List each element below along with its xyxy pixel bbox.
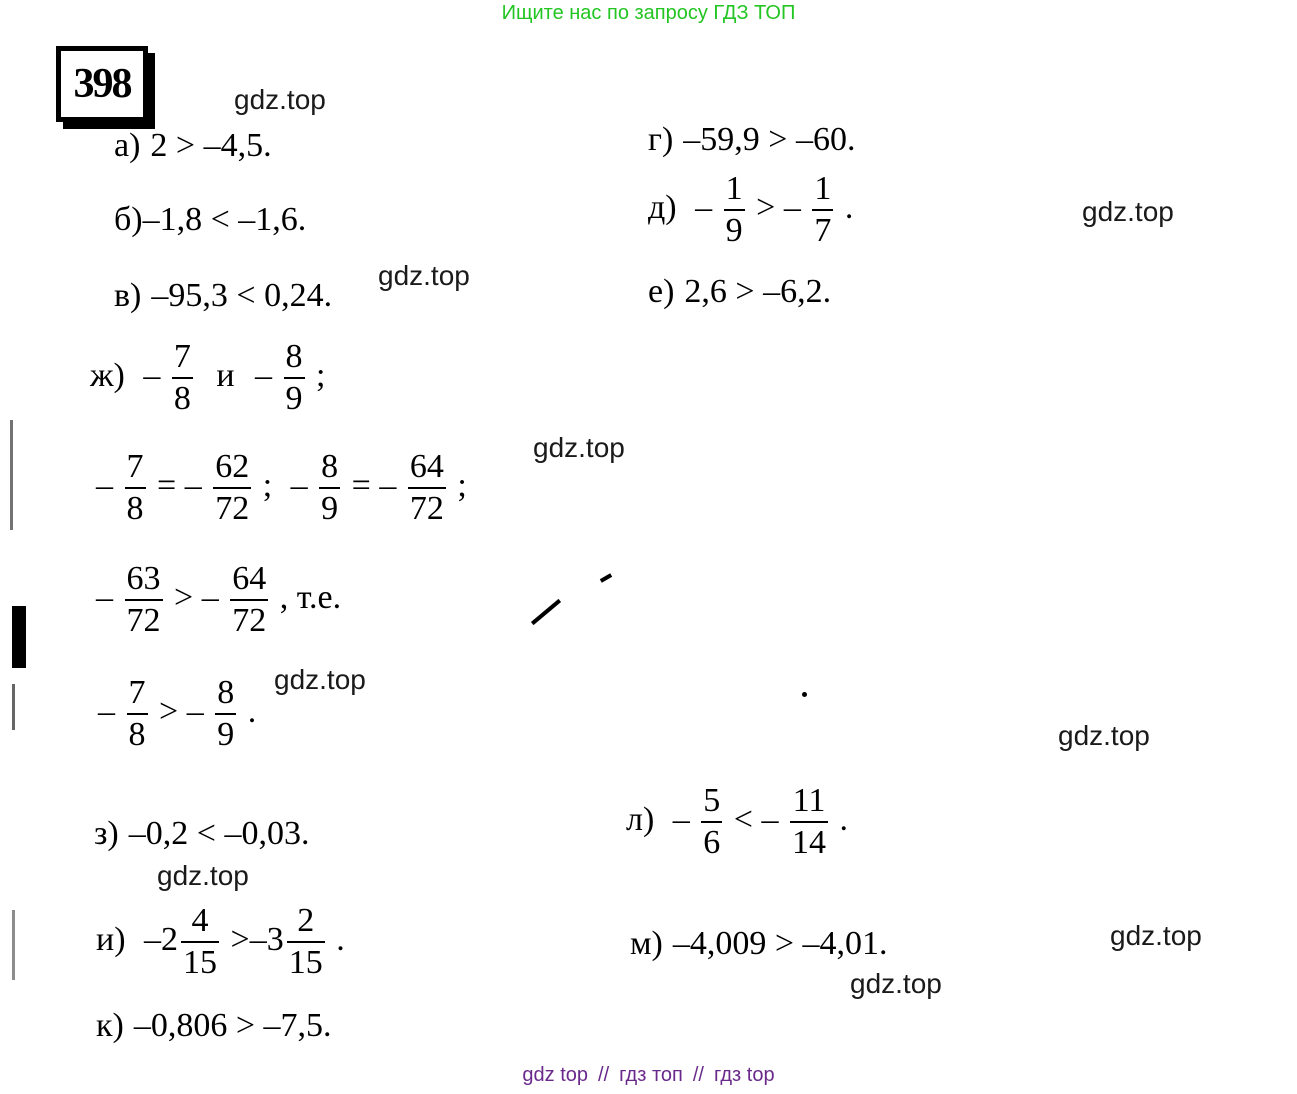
fraction bbox=[125, 450, 146, 526]
minus-sign: – bbox=[379, 466, 397, 504]
item-a bbox=[114, 126, 272, 166]
item-l bbox=[626, 784, 848, 860]
fraction bbox=[172, 340, 193, 416]
numerator: 5 bbox=[701, 784, 722, 823]
item-g bbox=[648, 120, 855, 160]
denominator: 14 bbox=[791, 824, 826, 861]
item-text: –0,806 > –7,5. bbox=[133, 1007, 332, 1044]
denominator: 15 bbox=[183, 944, 218, 981]
footer-link[interactable]: gdz top bbox=[522, 1064, 589, 1086]
denominator: 7 bbox=[814, 212, 832, 249]
fraction bbox=[408, 450, 446, 526]
fraction bbox=[284, 340, 305, 416]
watermark: gdz.top bbox=[1082, 196, 1174, 227]
numerator: 1 bbox=[812, 172, 833, 211]
numerator: 7 bbox=[127, 676, 148, 715]
minus-sign: – bbox=[695, 188, 713, 226]
whole-part: 2 bbox=[161, 920, 179, 958]
minus-sign: – bbox=[761, 800, 779, 838]
fraction bbox=[812, 172, 833, 248]
scan-artifact bbox=[12, 606, 26, 668]
denominator: 72 bbox=[126, 602, 161, 639]
item-label: б) bbox=[114, 201, 143, 238]
scan-artifact bbox=[12, 910, 15, 980]
search-banner: Ищите нас по запросу ГДЗ ТОП bbox=[501, 2, 796, 24]
numerator: 8 bbox=[215, 676, 236, 715]
item-m bbox=[630, 924, 888, 964]
numerator: 11 bbox=[790, 784, 828, 823]
numerator: 64 bbox=[408, 450, 446, 489]
operator: = bbox=[351, 466, 371, 504]
numerator: 64 bbox=[230, 562, 268, 601]
denominator: 72 bbox=[409, 490, 444, 527]
item-label: д) bbox=[648, 188, 677, 226]
item-e bbox=[648, 272, 831, 312]
item-label: к) bbox=[96, 1007, 124, 1044]
footer-link[interactable]: гдз топ bbox=[619, 1064, 683, 1086]
fraction bbox=[724, 172, 745, 248]
footer-link[interactable]: гдз top bbox=[713, 1064, 775, 1086]
watermark: gdz.top bbox=[234, 84, 326, 115]
fraction bbox=[701, 784, 722, 860]
punctuation: . bbox=[844, 188, 854, 226]
item-label: в) bbox=[114, 277, 142, 314]
item-z bbox=[94, 814, 309, 854]
item-label: а) bbox=[114, 127, 141, 164]
conjunction: и bbox=[216, 356, 235, 394]
minus-sign: – bbox=[184, 466, 202, 504]
operator: = bbox=[157, 466, 177, 504]
item-i bbox=[96, 904, 345, 980]
minus-sign: – bbox=[249, 920, 267, 958]
denominator: 15 bbox=[288, 944, 323, 981]
scan-artifact bbox=[600, 573, 612, 582]
denominator: 72 bbox=[215, 490, 250, 527]
minus-sign: – bbox=[144, 920, 162, 958]
numerator: 8 bbox=[319, 450, 340, 489]
minus-sign: – bbox=[143, 356, 161, 394]
item-zh-line1 bbox=[90, 340, 325, 416]
denominator: 9 bbox=[217, 716, 235, 753]
item-zh-line4 bbox=[98, 676, 256, 752]
item-b bbox=[114, 200, 306, 240]
numerator: 7 bbox=[172, 340, 193, 379]
item-zh-line3 bbox=[96, 562, 341, 638]
numerator: 4 bbox=[181, 904, 219, 943]
footer-separator: // bbox=[692, 1064, 704, 1086]
denominator: 6 bbox=[703, 824, 721, 861]
watermark: gdz.top bbox=[533, 432, 625, 463]
punctuation: ; bbox=[262, 466, 273, 504]
numerator: 8 bbox=[284, 340, 305, 379]
item-label: л) bbox=[626, 800, 655, 838]
punctuation: . bbox=[839, 800, 848, 838]
item-k bbox=[96, 1006, 332, 1046]
item-label: м) bbox=[630, 925, 663, 962]
operator: > bbox=[230, 920, 250, 958]
scan-artifact bbox=[531, 599, 561, 625]
watermark: gdz.top bbox=[1058, 720, 1150, 751]
numerator: 63 bbox=[125, 562, 163, 601]
item-text: –4,009 > –4,01. bbox=[672, 925, 888, 962]
fraction bbox=[287, 904, 325, 980]
denominator: 8 bbox=[128, 716, 146, 753]
fraction bbox=[790, 784, 828, 860]
operator: > bbox=[174, 578, 194, 616]
numerator: 1 bbox=[724, 172, 745, 211]
fraction bbox=[319, 450, 340, 526]
scan-artifact bbox=[802, 692, 807, 697]
item-label: и) bbox=[96, 920, 126, 958]
numerator: 2 bbox=[287, 904, 325, 943]
item-d bbox=[648, 172, 853, 248]
minus-sign: – bbox=[783, 188, 801, 226]
item-label: е) bbox=[648, 273, 675, 310]
minus-sign: – bbox=[672, 800, 690, 838]
item-text: 2,6 > –6,2. bbox=[684, 273, 832, 310]
minus-sign: – bbox=[98, 692, 115, 730]
denominator: 8 bbox=[173, 380, 191, 417]
fraction bbox=[213, 450, 251, 526]
item-text: –1,8 < –1,6. bbox=[142, 201, 307, 238]
punctuation: ; bbox=[457, 466, 467, 504]
punctuation: , т.е. bbox=[279, 578, 342, 616]
punctuation: . bbox=[336, 920, 345, 958]
watermark: gdz.top bbox=[274, 664, 366, 695]
denominator: 9 bbox=[725, 212, 743, 249]
numerator: 62 bbox=[213, 450, 251, 489]
numerator: 7 bbox=[125, 450, 146, 489]
scan-artifact bbox=[12, 684, 15, 730]
fraction bbox=[125, 562, 163, 638]
denominator: 8 bbox=[126, 490, 144, 527]
minus-sign: – bbox=[96, 466, 113, 504]
item-v bbox=[114, 276, 332, 316]
item-text: –95,3 < 0,24. bbox=[151, 277, 333, 314]
operator: < bbox=[733, 800, 753, 838]
denominator: 9 bbox=[321, 490, 339, 527]
watermark: gdz.top bbox=[378, 260, 470, 291]
denominator: 9 bbox=[285, 380, 303, 417]
scan-artifact bbox=[10, 420, 13, 530]
whole-part: 3 bbox=[266, 920, 284, 958]
item-text: –59,9 > –60. bbox=[683, 121, 856, 158]
operator: > bbox=[756, 188, 776, 226]
watermark: gdz.top bbox=[850, 968, 942, 999]
minus-sign: – bbox=[201, 578, 219, 616]
item-label: ж) bbox=[90, 356, 125, 394]
footer-separator: // bbox=[598, 1064, 610, 1086]
punctuation: . bbox=[247, 692, 257, 730]
item-zh-line2 bbox=[96, 450, 467, 526]
operator: > bbox=[159, 692, 179, 730]
item-label: г) bbox=[648, 121, 674, 158]
item-label: з) bbox=[94, 815, 119, 852]
watermark: gdz.top bbox=[157, 860, 249, 891]
fraction bbox=[127, 676, 148, 752]
minus-sign: – bbox=[255, 356, 273, 394]
task-number: 398 bbox=[56, 46, 148, 122]
footer-links bbox=[0, 1064, 1297, 1087]
fraction bbox=[215, 676, 236, 752]
fraction bbox=[181, 904, 219, 980]
item-text: 2 > –4,5. bbox=[150, 127, 272, 164]
minus-sign: – bbox=[290, 466, 308, 504]
denominator: 72 bbox=[232, 602, 267, 639]
minus-sign: – bbox=[186, 692, 204, 730]
minus-sign: – bbox=[96, 578, 113, 616]
watermark: gdz.top bbox=[1110, 920, 1202, 951]
item-text: –0,2 < –0,03. bbox=[128, 815, 310, 852]
fraction bbox=[230, 562, 268, 638]
punctuation: ; bbox=[316, 356, 326, 394]
